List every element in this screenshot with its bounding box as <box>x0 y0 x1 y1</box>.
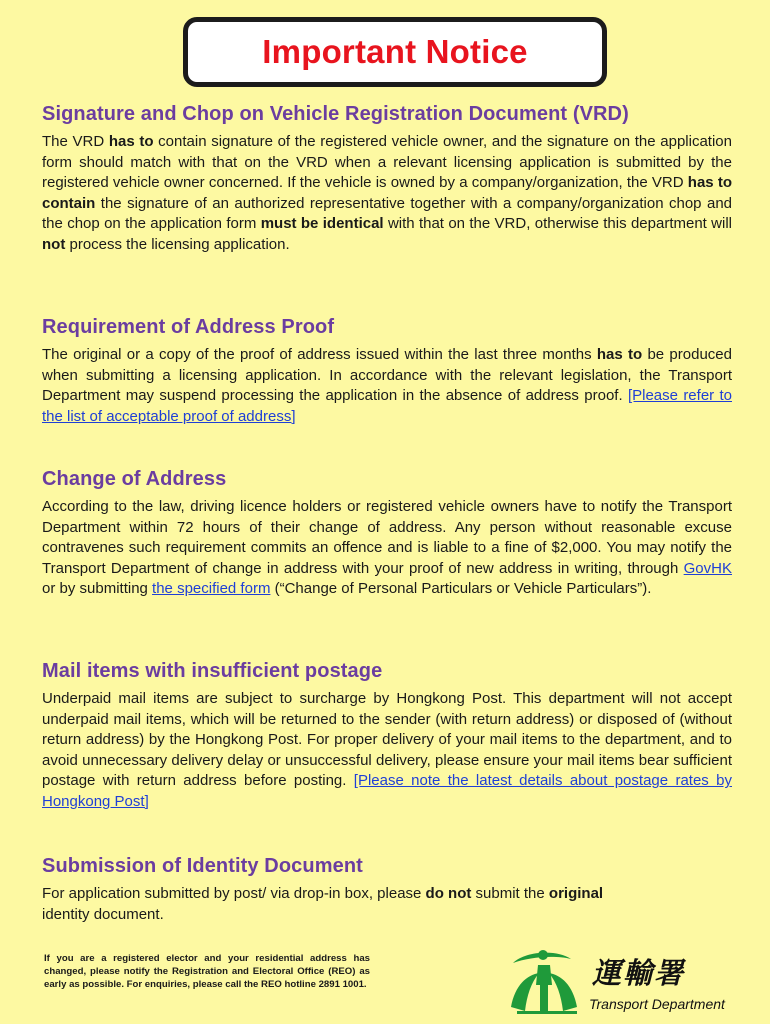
notice-title-box <box>183 17 607 87</box>
section-body: For application submitted by post/ via drop-in box, please do not submit the original identity document. <box>42 885 604 923</box>
section-heading: Change of Address <box>42 468 227 490</box>
transport-logo-icon <box>505 945 589 1017</box>
govhk-link[interactable]: GovHK <box>683 559 732 577</box>
section-heading: Mail items with insufficient postage <box>42 660 383 682</box>
section-heading: Requirement of Address Proof <box>42 316 335 338</box>
section-heading: Submission of Identity Document <box>42 855 363 877</box>
specified-form-link[interactable]: the specified form <box>152 580 271 598</box>
transport-department-logo <box>505 945 745 1017</box>
logo-english-text: Transport Department <box>589 996 725 1012</box>
section-insufficient-postage <box>42 660 732 813</box>
section-address-proof <box>42 316 732 427</box>
address-proof-list-link[interactable]: [Please refer to the list of acceptable proof of address] <box>42 387 732 425</box>
logo-chinese-text: 運輸署 <box>592 956 686 990</box>
section-identity-document <box>42 855 732 925</box>
section-body: According to the law, driving licence holders or registered vehicle owners have to notify the Transport Department within 72 hours of their change of address. Any person without reasonable excuse contravenes such requirement commits an offence and is liable to a fine of $2,000. You may notify the Transport Department of change in address with your proof of new address in writing, through GovHK or by submitting the specified form (“Change of Personal Particulars or Vehicle Particulars”). <box>42 498 732 598</box>
section-body: The original or a copy of the proof of address issued within the last three months has to be produced when submitting a licensing application. In accordance with the relevant legislation, the Transport Department may suspend processing the application in the absence of address proof. [Please refer to the list of acceptable proof of address] <box>42 346 732 425</box>
section-heading: Signature and Chop on Vehicle Registration Document (VRD) <box>42 103 629 125</box>
postage-rates-link[interactable]: [Please note the latest details about postage rates by Hongkong Post] <box>42 772 732 810</box>
section-body: Underpaid mail items are subject to surcharge by Hongkong Post. This department will not accept underpaid mail items, which will be returned to the sender (with return address) or disposed of (without return address) by the Hongkong Post. For proper delivery of your mail items to the department, and to avoid unnecessary delivery delay or unsuccessful delivery, please ensure your mail items bear sufficient postage with return address before posting. [Please note the latest details about postage rates by Hongkong Post] <box>42 690 732 810</box>
section-vrd-signature <box>42 103 732 256</box>
page-title: Important Notice <box>262 33 528 70</box>
section-body: The VRD has to contain signature of the registered vehicle owner, and the signature on the application form should match with that on the VRD when a relevant licensing application is submitted by the registered vehicle owner concerned. If the vehicle is owned by a company/organization, the VRD has to contain the signature of an authorized representative together with a company/organization chop and the chop on the application form must be identical with that on the VRD, otherwise this department will not process the licensing application. <box>42 133 733 253</box>
reo-footnote: If you are a registered elector and your residential address has changed, please notify the Registration and Electoral Office (REO) as early as possible. For enquiries, please call the REO hotline 2891 1001. <box>44 953 370 990</box>
section-change-of-address <box>42 468 732 600</box>
